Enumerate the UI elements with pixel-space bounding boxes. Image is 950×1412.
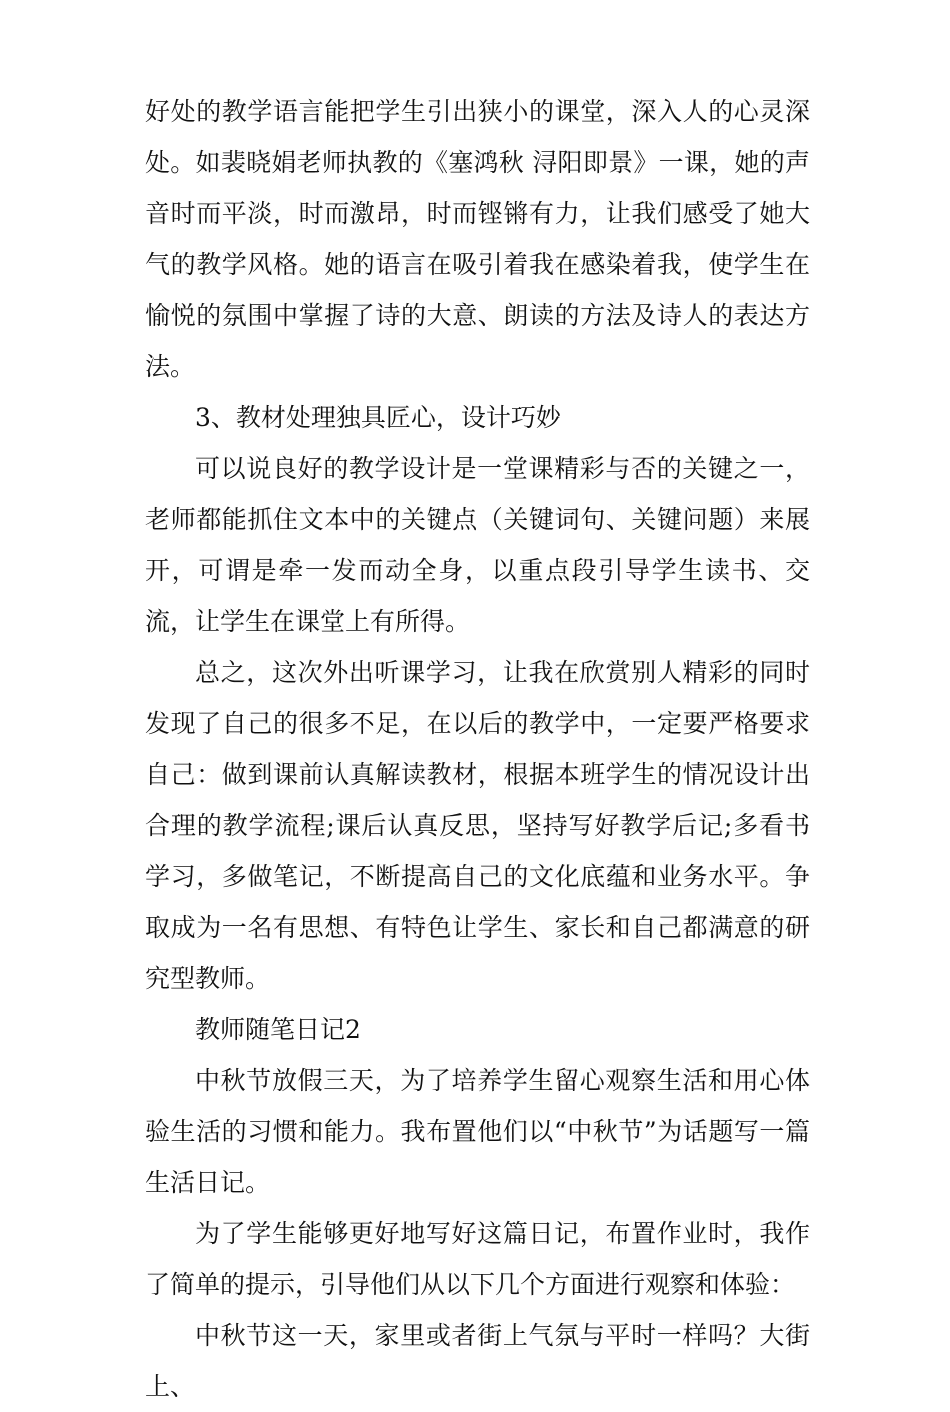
paragraph-mid-autumn-assignment: 中秋节放假三天，为了培养学生留心观察生活和用心体验生活的习惯和能力。我布置他们以“中秋节”为话题写一篇生活日记。 [145, 1066, 810, 1197]
heading-textbook-design: 3、教材处理独具匠心，设计巧妙 [195, 403, 561, 432]
paragraph-writing-hints: 为了学生能够更好地写好这篇日记，布置作业时，我作了简单的提示，引导他们从以下几个方面进行观察和体验： [145, 1219, 810, 1299]
document-body [145, 86, 810, 1412]
paragraph-observation-question: 中秋节这一天，家里或者街上气氛与平时一样吗？大街上、 [145, 1321, 810, 1401]
paragraph-teaching-design: 可以说良好的教学设计是一堂课精彩与否的关键之一，老师都能抓住文本中的关键点（关键词句、关键问题）来展开，可谓是牵一发而动全身，以重点段引导学生读书、交流，让学生在课堂上有所得。 [145, 454, 810, 636]
paragraph-summary: 总之，这次外出听课学习，让我在欣赏别人精彩的同时发现了自己的很多不足，在以后的教学中，一定要严格要求自己：做到课前认真解读教材，根据本班学生的情况设计出合理的教学流程;课后认真反思，坚持写好教学后记;多看书学习，多做笔记，不断提高自己的文化底蕴和业务水平。争取成为一名有思想、有特色让学生、家长和自己都满意的研究型教师。 [145, 658, 810, 993]
paragraph-teaching-language: 好处的教学语言能把学生引出狭小的课堂，深入人的心灵深处。如裴晓娟老师执教的《塞鸿秋 浔阳即景》一课，她的声音时而平淡，时而激昂，时而铿锵有力，让我们感受了她大气的教学风格。她的语言在吸引着我在感染着我，使学生在愉悦的氛围中掌握了诗的大意、朗读的方法及诗人的表达方法。 [145, 97, 810, 381]
section-title-diary-2: 教师随笔日记2 [195, 1015, 361, 1044]
